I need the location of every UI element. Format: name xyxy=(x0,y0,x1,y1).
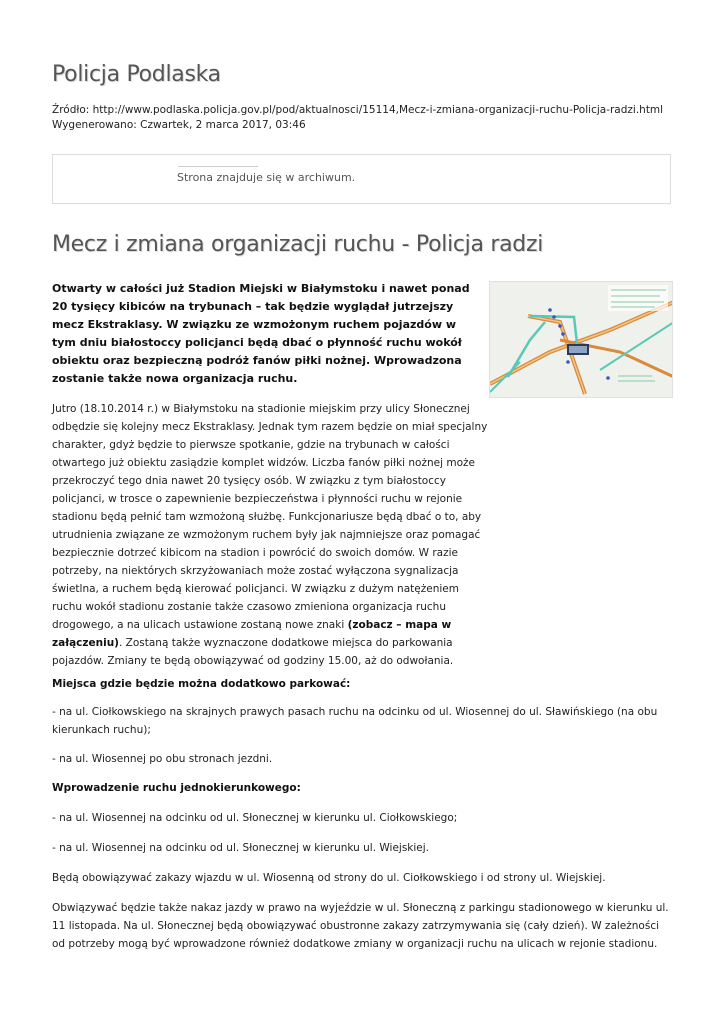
parking-item: - na ul. Wiosennej po obu stronach jezdni. xyxy=(52,753,273,765)
print-metadata xyxy=(52,103,663,133)
entry-ban-paragraph: Będą obowiązywać zakazy wjazdu w ul. Wiosenną od strony do ul. Ciołkowskiego i od strony ul. Wiejskiej. xyxy=(52,872,606,884)
oneway-item: - na ul. Wiosennej na odcinku od ul. Słonecznej w kierunku ul. Wiejskiej. xyxy=(52,842,430,854)
archive-notice-box xyxy=(52,154,671,204)
parking-item: - na ul. Ciołkowskiego na skrajnych prawych pasach ruchu na odcinku od ul. Wiosennej do ul. Sławińskiego (na obu kierunkach ruchu); xyxy=(52,706,658,736)
map-attachment-note: (zobacz – mapa w załączeniu) xyxy=(52,619,452,649)
parking-heading: Miejsca gdzie będzie można dodatkowo parkować: xyxy=(52,678,351,690)
traffic-map-graphic xyxy=(490,282,673,398)
generated-date: Wygenerowano: Czwartek, 2 marca 2017, 03:46 xyxy=(52,119,306,131)
article-body-text-end: . Zostaną także wyznaczone dodatkowe miejsca do parkowania pojazdów. Zmiany te będą obowiązywać od godziny 15.00, aż do odwołania. xyxy=(52,637,454,667)
archive-divider xyxy=(178,166,258,167)
oneway-heading: Wprowadzenie ruchu jednokierunkowego: xyxy=(52,782,301,794)
article-body-text: Jutro (18.10.2014 r.) w Białymstoku na stadionie miejskim przy ulicy Słonecznej odbędzie się kolejny mecz Ekstraklasy. Jednak tym razem będzie on miał specjalny charakter, gdyż będzie to pierwsze spotkanie, gdzie na trybunach w całości otwartego już obiektu zasiądzie komplet widzów. Liczba fanów piłki nożnej może przekroczyć tego dnia nawet 20 tysięcy osób. W związku z tym białostoccy policjanci, w trosce o zapewnienie bezpieczeństwa i płynności ruchu w rejonie stadionu będą pełnić tam wzmożoną służbę. Funkcjonariusze będą dbać o to, aby utrudnienia związane ze wzmożonym ruchem były jak najmniejsze oraz pomagać bezpiecznie dotrzeć kibicom na stadion i powrócić do swoich domów. W razie potrzeby, na niektórych skrzyżowaniach może zostać wyłączona sygnalizacja świetlna, a ruchem będą kierować policjanci. W związku z dużym natężeniem ruchu wokół stadionu zostanie także czasowo zmieniona organizacja ruchu drogowego, a na ulicach ustawione zostaną nowe znaki xyxy=(52,403,488,631)
article-lead: Otwarty w całości już Stadion Miejski w Białymstoku i nawet ponad 20 tysięcy kibiców na trybunach – tak będzie wyglądał jutrzejszy mecz Ekstraklasy. W związku ze wzmożonym ruchem pojazdów w tym dniu białostoccy policjanci będą dbać o płynność ruchu wokół obiektu oraz bezpieczną podróż fanów piłki nożnej. Wprowadzona zostanie także nowa organizacja ruchu. xyxy=(52,282,470,385)
final-paragraph: Obwiązywać będzie także nakaz jazdy w prawo na wyjeździe w ul. Słoneczną z parkingu stadionowego w kierunku ul. 11 listopada. Na ul. Słonecznej będą obowiązywać obustronne zakazy zatrzymywania się (cały dzień). W zależności od potrzeby mogą być wprowadzone również dodatkowe zmiany w organizacji ruchu na ulicach w rejonie stadionu. xyxy=(52,902,669,950)
source-url[interactable]: Źródło: http://www.podlaska.policja.gov.pl/pod/aktualnosci/15114,Mecz-i-zmiana-organizacji-ruchu-Policja-radzi.html xyxy=(52,104,664,116)
site-title: Policja Podlaska xyxy=(52,62,221,87)
traffic-map-image[interactable] xyxy=(489,281,673,398)
article-body xyxy=(52,400,492,670)
oneway-item: - na ul. Wiosennej na odcinku od ul. Słonecznej w kierunku ul. Ciołkowskiego; xyxy=(52,812,458,824)
article-title: Mecz i zmiana organizacji ruchu - Policja radzi xyxy=(52,232,544,257)
archive-notice-text: Strona znajduje się w archiwum. xyxy=(177,171,356,184)
